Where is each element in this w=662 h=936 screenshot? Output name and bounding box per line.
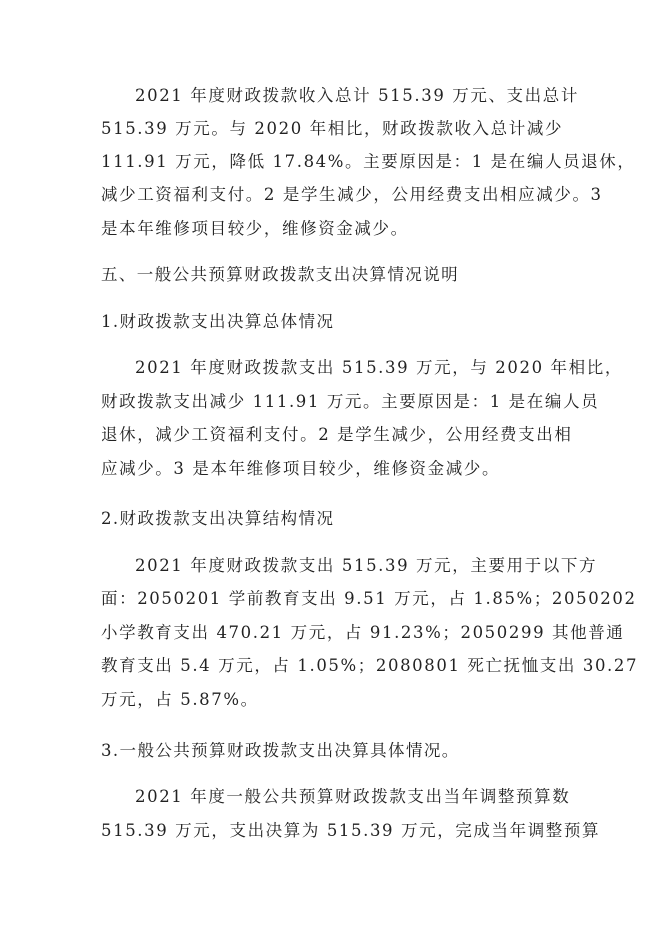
text-line: 515.39 万元。与 2020 年相比，财政拨款收入总计减少 xyxy=(101,119,564,138)
subsection-heading: 1.财政拨款支出决算总体情况 xyxy=(101,312,335,331)
text-line: 万元，占 5.87%。 xyxy=(101,690,259,709)
text-line: 111.91 万元，降低 17.84%。主要原因是：1 是在编人员退休， xyxy=(101,152,636,171)
text-line: 应减少。3 是本年维修项目较少，维修资金减少。 xyxy=(101,459,501,478)
section-heading: 五、一般公共预算财政拨款支出决算情况说明 xyxy=(101,265,459,284)
subsection-heading: 2.财政拨款支出决算结构情况 xyxy=(101,509,335,528)
text-line: 教育支出 5.4 万元，占 1.05%；2080801 死亡抚恤支出 30.27 xyxy=(101,656,639,675)
text-line: 2021 年度一般公共预算财政拨款支出当年调整预算数 xyxy=(135,787,571,806)
text-line: 2021 年度财政拨款支出 515.39 万元，主要用于以下方 xyxy=(135,556,598,575)
subsection-heading: 3.一般公共预算财政拨款支出决算具体情况。 xyxy=(101,741,460,760)
text-line: 减少工资福利支付。2 是学生减少，公用经费支出相应减少。3 xyxy=(101,185,603,204)
text-line: 面：2050201 学前教育支出 9.51 万元，占 1.85%；2050202 xyxy=(101,589,637,608)
text-line: 是本年维修项目较少，维修资金减少。 xyxy=(101,219,409,238)
text-line: 财政拨款支出减少 111.91 万元。主要原因是：1 是在编人员 xyxy=(101,392,600,411)
text-line: 小学教育支出 470.21 万元，占 91.23%；2050299 其他普通 xyxy=(101,623,625,642)
text-line: 2021 年度财政拨款收入总计 515.39 万元、支出总计 xyxy=(135,86,579,105)
text-line: 515.39 万元，支出决算为 515.39 万元，完成当年调整预算 xyxy=(101,821,601,840)
text-line: 退休，减少工资福利支付。2 是学生减少，公用经费支出相 xyxy=(101,425,573,444)
text-line: 2021 年度财政拨款支出 515.39 万元，与 2020 年相比， xyxy=(135,358,623,377)
